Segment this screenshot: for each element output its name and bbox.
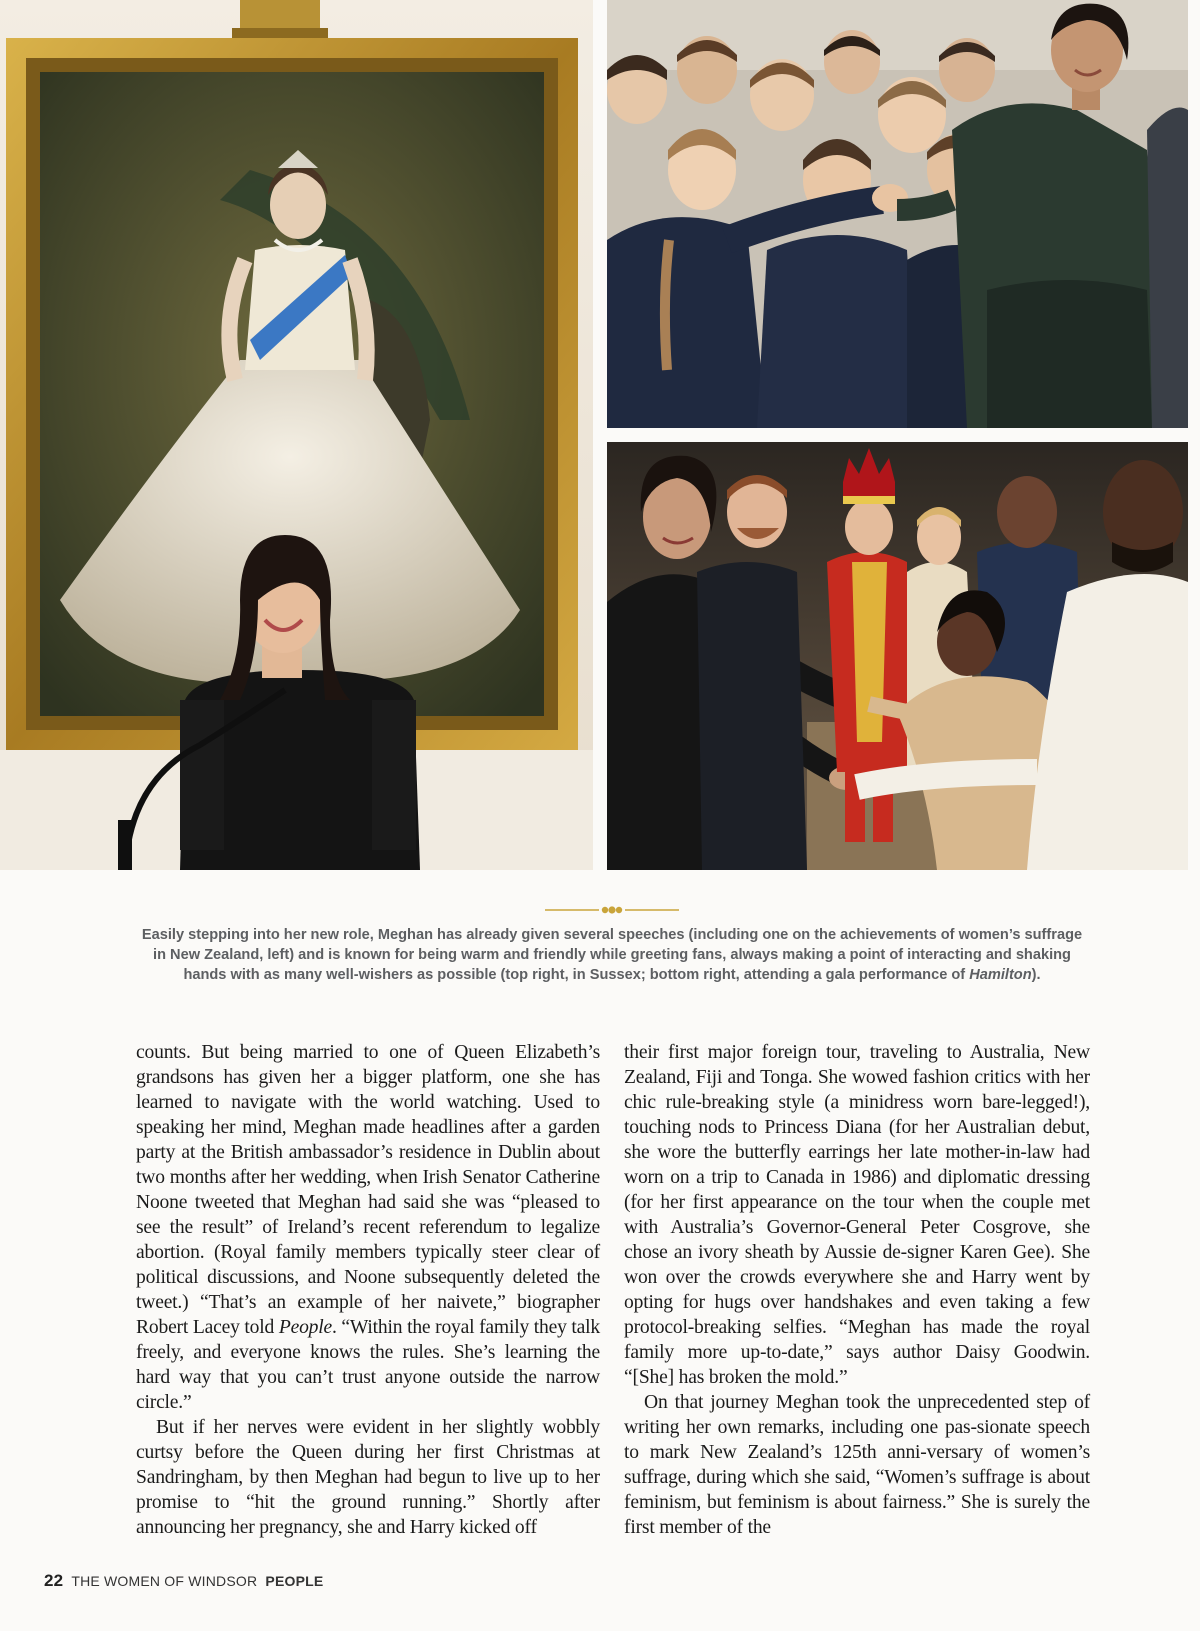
left-p1-italic: People [278, 1317, 333, 1338]
caption-ornament-icon [545, 903, 679, 917]
right-paragraph-1: their first major foreign tour, traveling to Australia, New Zealand, Fiji and Tonga. She wowed fashion critics with her chic rule-breaking style (a minidress worn bare-legged!), touching nods to Princess Diana (for her Australian debut, she wore the butterfly earrings her late mother-in-law had worn on a trip to Canada in 1986) and diplomatic dressing (for her first appearance on the tour when the couple met with Australia’s Governor-General Peter Cosgrove, she chose an ivory sheath by Aussie de-signer Karen Gee). She won over the crowds everywhere she and Harry went by opting for hugs over handshakes and even taking a few protocol-breaking selfies. “Meghan has made the royal family more up-to-date,” says author Daisy Goodwin. “[She] has broken the mold.” [624, 1042, 1090, 1388]
right-paragraph-2: On that journey Meghan took the unprecedented step of writing her own remarks, including one pas-sionate speech to mark New Zealand’s 125th anni-versary of women’s suffrage, during which she said, “Women’s suffrage is about feminism, but feminism is about fairness.” She is surely the first member of the [624, 1392, 1090, 1538]
article-column-right [624, 1040, 1090, 1540]
left-paragraph-1 [136, 1040, 600, 1415]
footer-brand: PEOPLE [265, 1573, 324, 1589]
photo-left-illustration [0, 0, 593, 870]
left-paragraph-2: But if her nerves were evident in her slightly wobbly curtsy before the Queen during her first Christmas at Sandringham, by then Meghan had begun to live up to her promise to “hit the ground running.” Shortly after announcing her pregnancy, she and Harry kicked off [136, 1417, 600, 1538]
caption-text-part2: ). [1031, 967, 1041, 983]
page-footer [44, 1571, 323, 1591]
caption-text-part1: Easily stepping into her new role, Meghan has already given several speeches (including one on the achievements of women’s suffrage in New Zealand, left) and is known for being warm and friendly while greeting fans, always making a point of interacting and shaking hands with as many well-wishers as possible (top right, in Sussex; bottom right, attending a gala performance of [141, 927, 1083, 983]
caption-italic-title: Hamilton [969, 967, 1032, 983]
photo-top-right-illustration [607, 0, 1188, 428]
left-p1-text-a: counts. But being married to one of Queen Elizabeth’s grandsons has given her a bigger platform, one she has learned to navigate with the world watching. Used to speaking her mind, Meghan made headlines after a garden party at the British ambassador’s residence in Dublin about two months after her wedding, when Irish Senator Catherine Noone tweeted that Meghan had said she was “pleased to see the result” of Ireland’s recent referendum to legalize abortion. (Royal family members typically steer clear of political discussions, and Noone subsequently deleted the tweet.) “That’s an example of her naivete,” biographer Robert Lacey told [136, 1042, 600, 1338]
photo-caption [140, 925, 1084, 985]
photo-speech-at-portrait [0, 0, 593, 870]
left-p1-text-b: . “Within the royal family they talk freely, and everyone knows the rules. She’s learning the hard way that you can’t trust anyone outside the narrow circle.” [136, 1317, 600, 1413]
photo-greeting-schoolchildren [607, 0, 1188, 428]
page-number: 22 [44, 1571, 64, 1590]
photo-greeting-cast [607, 442, 1188, 870]
footer-section-title: THE WOMEN OF WINDSOR [71, 1573, 258, 1589]
article-column-left [136, 1040, 600, 1540]
photo-bottom-right-illustration [607, 442, 1188, 870]
